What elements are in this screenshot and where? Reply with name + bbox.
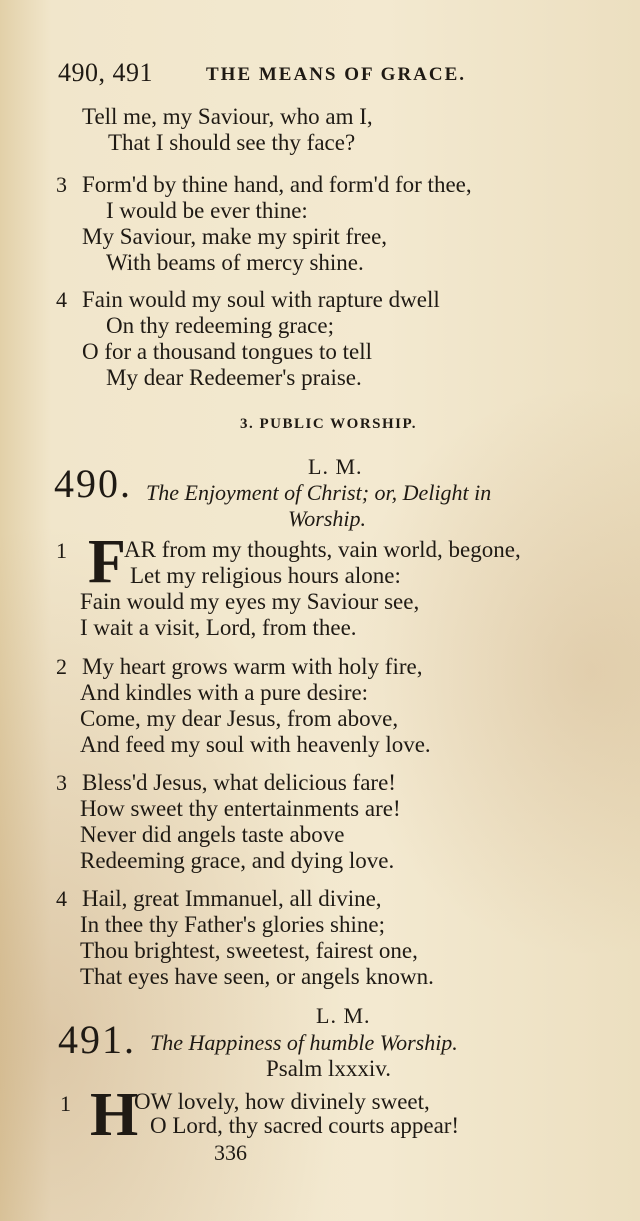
hymn-title: The Enjoyment of Christ; or, Delight in xyxy=(146,480,492,505)
verse-line: OW lovely, how divinely sweet, xyxy=(134,1089,430,1114)
hymn-number: 491. xyxy=(58,1017,136,1062)
verse-line: Thou brightest, sweetest, fairest one, xyxy=(80,938,418,963)
running-title: THE MEANS OF GRACE. xyxy=(206,64,467,85)
verse-line: How sweet thy entertainments are! xyxy=(80,796,401,821)
verse-line: I would be ever thine: xyxy=(106,198,308,223)
verse-line: And feed my soul with heavenly love. xyxy=(80,732,431,757)
verse-line: On thy redeeming grace; xyxy=(106,313,334,338)
verse-line: I wait a visit, Lord, from thee. xyxy=(80,615,357,640)
verse-line: Form'd by thine hand, and form'd for thee, xyxy=(82,172,472,197)
drop-cap: F xyxy=(88,528,126,596)
verse-line: O Lord, thy sacred courts appear! xyxy=(150,1113,460,1138)
verse-line: That I should see thy face? xyxy=(108,130,356,155)
stanza-number: 2 xyxy=(56,654,67,679)
verse-line: Fain would my eyes my Saviour see, xyxy=(80,589,420,614)
page-number: 336 xyxy=(214,1140,247,1165)
section-heading: 3. PUBLIC WORSHIP. xyxy=(240,416,418,432)
verse-line: Fain would my soul with rapture dwell xyxy=(82,287,440,312)
stanza-number: 3 xyxy=(56,172,67,197)
verse-line: With beams of mercy shine. xyxy=(106,250,364,275)
stanza-number: 4 xyxy=(56,287,67,312)
header-page-numbers: 490, 491 xyxy=(58,58,153,87)
stanza-number: 1 xyxy=(56,538,67,563)
hymn-metre: L. M. xyxy=(316,1003,371,1028)
verse-line: My dear Redeemer's praise. xyxy=(106,365,362,390)
hymn-title-continued: Worship. xyxy=(288,506,367,531)
drop-cap: H xyxy=(90,1081,139,1149)
verse-line: Never did angels taste above xyxy=(80,822,345,847)
verse-line: That eyes have seen, or angels known. xyxy=(80,964,434,989)
verse-line: Tell me, my Saviour, who am I, xyxy=(82,104,373,129)
verse-line: Hail, great Immanuel, all divine, xyxy=(82,886,382,911)
psalm-reference: Psalm lxxxiv. xyxy=(266,1056,392,1081)
stanza-number: 1 xyxy=(60,1091,71,1116)
verse-line: AR from my thoughts, vain world, begone, xyxy=(124,537,521,562)
stanza-number: 3 xyxy=(56,770,67,795)
verse-line: Redeeming grace, and dying love. xyxy=(80,848,395,873)
stanza-number: 4 xyxy=(56,886,67,911)
hymn-title: The Happiness of humble Worship. xyxy=(150,1030,458,1055)
verse-line: O for a thousand tongues to tell xyxy=(82,339,373,364)
verse-line: Come, my dear Jesus, from above, xyxy=(80,706,399,731)
verse-line: And kindles with a pure desire: xyxy=(80,680,369,705)
verse-line: In thee thy Father's glories shine; xyxy=(80,912,385,937)
verse-line: Let my religious hours alone: xyxy=(130,563,401,588)
hymn-metre: L. M. xyxy=(308,454,363,479)
hymn-number: 490. xyxy=(54,461,132,506)
verse-line: My Saviour, make my spirit free, xyxy=(82,224,388,249)
verse-line: My heart grows warm with holy fire, xyxy=(82,654,423,679)
verse-line: Bless'd Jesus, what delicious fare! xyxy=(82,770,396,795)
